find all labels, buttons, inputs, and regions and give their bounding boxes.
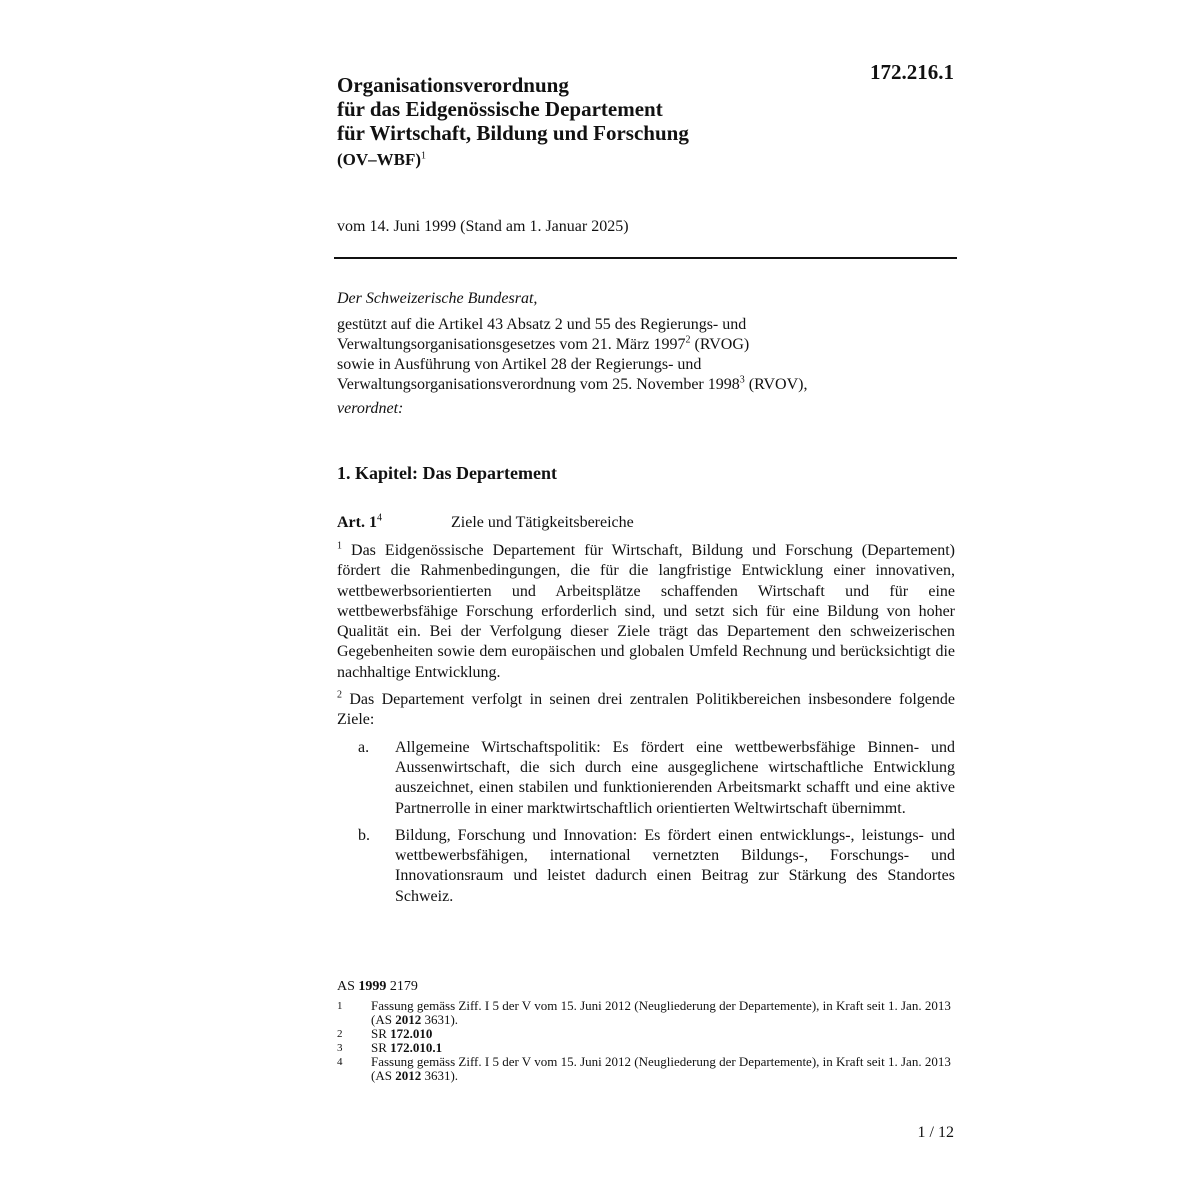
article-heading (337, 514, 957, 532)
footnote (337, 1041, 957, 1055)
footnote-text: SR 172.010.1 (371, 1040, 443, 1055)
issuer: Der Schweizerische Bundesrat, (337, 290, 538, 307)
footnote (337, 1055, 957, 1083)
basis-line: Verwaltungsorganisationsgesetzes vom 21. März 1997$^2$ (RVOG) (337, 334, 750, 353)
paragraph-number: 2 (337, 689, 342, 701)
list-text: Bildung, Forschung und Innovation: Es fördert einen entwicklungs-, leistungs- und wettbewerbsfähigen, international vernetzten Bildungs-, Forschungs- und Innovationsraum und leistet dadurch einen Beitrag zur Stärkung des Standortes Schweiz. (395, 826, 955, 905)
sr-number: 172.216.1 (870, 60, 954, 84)
footnote-text: Fassung gemäss Ziff. I 5 der V vom 15. Juni 2012 (Neugliederung der Departemente), in Kraft seit 1. Jan. 2013 (AS 2012 3631). (371, 998, 951, 1027)
title-line: Organisationsverordnung (337, 73, 569, 97)
article-title: Ziele und Tätigkeitsbereiche (451, 514, 634, 531)
paragraph-number: 1 (337, 540, 342, 552)
title-abbreviation (337, 150, 426, 170)
footnote-number: 3 (337, 1042, 343, 1054)
footnote-ref-2[interactable]: 2 (685, 334, 691, 346)
list-text: Allgemeine Wirtschaftspolitik: Es fördert eine wettbewerbsfähige Binnen- und Aussenwirtschaft, die sich durch eine ausgeglichene wirtschaftliche Entwicklung auszeichnet, einen stabilen und funktionierenden Arbeitsmarkt schafft und eine aktive Partnerrolle in einer marktwirtschaftlich orientierten Weltwirtschaft übernimmt. (395, 738, 955, 817)
abbreviation-text: (OV–WBF) (337, 150, 422, 169)
basis-line: sowie in Ausführung von Artikel 28 der Regierungs- und (337, 356, 702, 373)
list-label: b. (358, 826, 370, 844)
footnote-ref-4[interactable]: 4 (376, 512, 382, 524)
footnote-number: 4 (337, 1056, 343, 1068)
footnote-ref-1[interactable]: 1 (421, 150, 427, 162)
divider-rule (334, 257, 957, 259)
paragraph-1: $^1$ Das Eidgenössische Departement für Wirtschaft, Bildung und Forschung (Departement) fördert die Rahmenbedingungen, die für die langfristige Entwicklung einer innovativen, wettbewerbsorientierten und Arbeitsplätze schaffenden Wirtschaft und für eine wettbewerbsfähige Forschung erforderlich sind, und setzt sich für eine Bildung von hoher Qualität ein. Bei der Verfolgung dieser Ziele trägt das Departement den schweizerischen Gegebenheiten sowie dem europäischen und globalen Umfeld Rechnung und berücksichtigt die nachhaltige Entwicklung. (337, 540, 955, 681)
basis-line: gestützt auf die Artikel 43 Absatz 2 und 55 des Regierungs- und (337, 316, 747, 333)
title-line: für Wirtschaft, Bildung und Forschung (337, 121, 689, 145)
basis-line: Verwaltungsorganisationsverordnung vom 25. November 1998$^3$ (RVOV), (337, 374, 808, 393)
list-label: a. (358, 738, 370, 756)
enacting-verb: verordnet: (337, 400, 404, 417)
footnote (337, 999, 957, 1027)
footnote (337, 1027, 957, 1041)
date-line: vom 14. Juni 1999 (Stand am 1. Januar 2025) (337, 218, 629, 235)
title-line: für das Eidgenössische Departement (337, 97, 663, 121)
page-number: 1 / 12 (917, 1124, 954, 1141)
article-number: Art. $1^4$ (337, 512, 382, 531)
footnote-number: 2 (337, 1028, 343, 1040)
article-body (337, 541, 955, 914)
footnote-text: SR 172.010 (371, 1026, 433, 1041)
preamble (337, 289, 957, 419)
footnotes (337, 999, 957, 1083)
legal-basis (337, 315, 957, 395)
chapter-heading: 1. Kapitel: Das Departement (337, 463, 557, 483)
paragraph-2: $^2$ Das Departement verfolgt in seinen drei zentralen Politikbereichen insbesondere folgende Ziele: (337, 689, 955, 729)
footnote-text: Fassung gemäss Ziff. I 5 der V vom 15. Juni 2012 (Neugliederung der Departemente), in Kraft seit 1. Jan. 2013 (AS 2012 3631). (371, 1054, 951, 1083)
footnote-ref-3[interactable]: 3 (739, 374, 745, 386)
document-title (337, 73, 817, 145)
footnote-number: 1 (337, 1000, 343, 1012)
list-item (337, 826, 955, 907)
official-source: AS 1999 2179 (337, 979, 418, 994)
list-item (337, 738, 955, 819)
